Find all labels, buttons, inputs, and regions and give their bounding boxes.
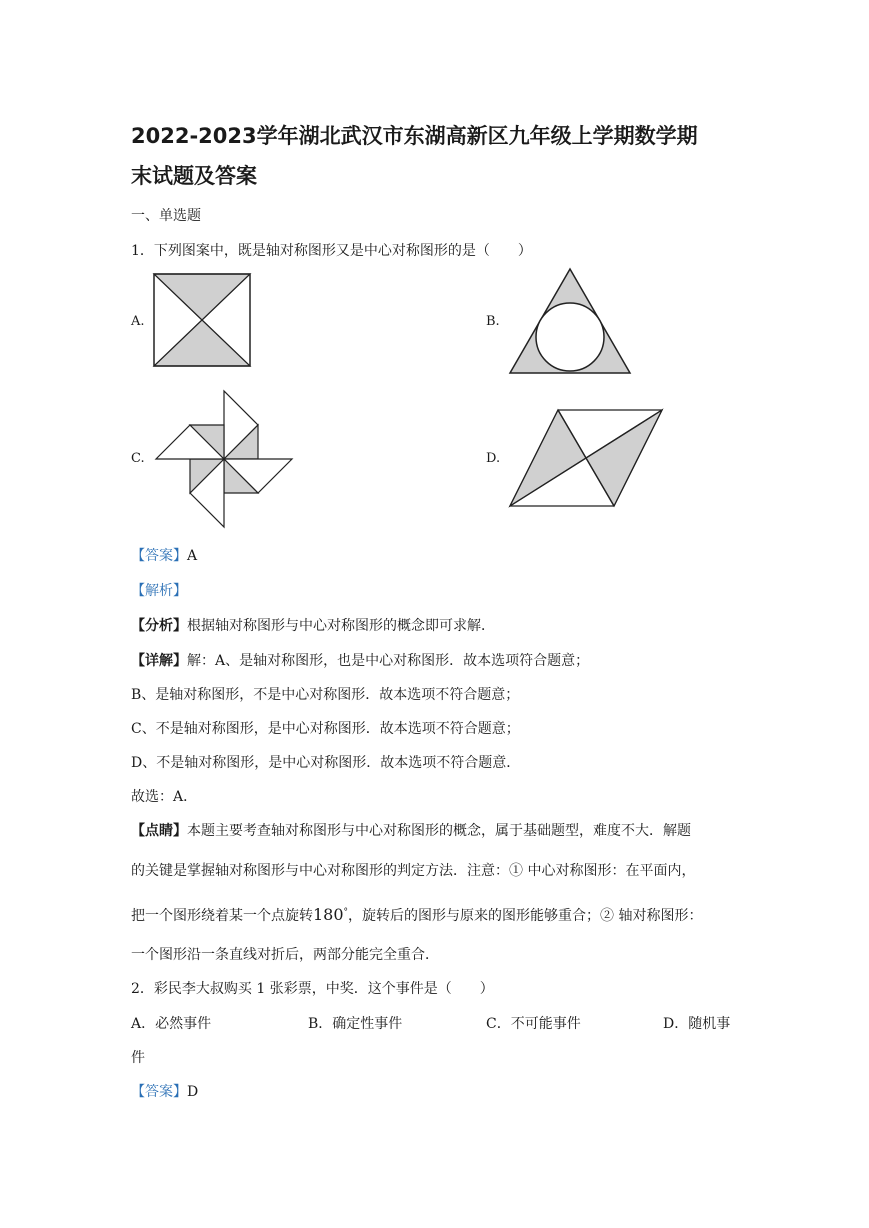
fenxi-line <box>131 615 495 635</box>
figure-a-square <box>150 270 254 372</box>
rotation-degree: 180 <box>313 905 344 924</box>
section-heading: 一、单选题 <box>131 208 201 224</box>
q2-option-b: B．确定性事件 <box>308 1016 403 1032</box>
dianjing-line-3 <box>131 905 703 925</box>
xiangjie-text: 解：A、是轴对称图形，也是中心对称图形．故本选项符合题意； <box>187 653 590 669</box>
degree-symbol: ° <box>343 907 349 918</box>
q2-option-d: D．随机事 <box>663 1016 731 1032</box>
answer-value: A <box>187 548 198 564</box>
dianjing-line-4: 一个图形沿一条直线对折后，两部分能完全重合． <box>131 947 439 963</box>
page-title-line-1: 2022-2023学年湖北武汉市东湖高新区九年级上学期数学期 <box>131 124 698 148</box>
option-a-label: A. <box>131 314 145 329</box>
page-title-line-2: 末试题及答案 <box>131 164 257 188</box>
figure-b-triangle-circle <box>506 265 634 377</box>
dianjing-line-1 <box>131 820 691 840</box>
explain-line-c: C、不是轴对称图形，是中心对称图形．故本选项不符合题意； <box>131 721 520 737</box>
xiangjie-line <box>131 650 589 670</box>
dianjing-line-2: 的关键是掌握轴对称图形与中心对称图形的判定方法．注意：① 中心对称图形：在平面内， <box>131 863 696 879</box>
xiangjie-tag: 【详解】 <box>131 653 187 669</box>
option-d-label: D. <box>486 451 501 466</box>
q2-answer <box>131 1081 198 1101</box>
figure-d-parallelogram <box>506 404 668 512</box>
question-1-stem: 1．下列图案中，既是轴对称图形又是中心对称图形的是（ ） <box>131 243 532 259</box>
dianjing-text-3b: ，旋转后的图形与原来的图形能够重合；② 轴对称图形： <box>348 908 703 924</box>
option-b-label: B. <box>486 314 500 329</box>
q2-option-c: C．不可能事件 <box>486 1016 581 1032</box>
q2-option-d-wrap: 件 <box>131 1050 145 1066</box>
explain-line-d: D、不是轴对称图形，是中心对称图形．故本选项不符合题意． <box>131 755 521 771</box>
dianjing-text-1: 本题主要考查轴对称图形与中心对称图形的概念，属于基础题型，难度不大．解题 <box>187 823 691 839</box>
analysis-tag: 【解析】 <box>131 583 187 599</box>
fenxi-tag: 【分析】 <box>131 618 187 634</box>
answer-tag: 【答案】 <box>131 548 187 564</box>
choose-line: 故选：A． <box>131 789 198 805</box>
dianjing-tag: 【点睛】 <box>131 823 187 839</box>
q2-answer-value: D <box>187 1084 199 1100</box>
question-2-stem: 2．彩民李大叔购买 1 张彩票，中奖．这个事件是（ ） <box>131 981 494 997</box>
q2-option-a: A．必然事件 <box>131 1016 212 1032</box>
q2-answer-tag: 【答案】 <box>131 1084 187 1100</box>
explain-line-b: B、是轴对称图形，不是中心对称图形．故本选项不符合题意； <box>131 687 520 703</box>
dianjing-text-3a: 把一个图形绕着某一个点旋转 <box>131 908 313 924</box>
figure-c-pinwheel <box>150 387 298 531</box>
fenxi-text: 根据轴对称图形与中心对称图形的概念即可求解． <box>187 618 495 634</box>
q1-answer <box>131 545 197 565</box>
option-c-label: C. <box>131 451 145 466</box>
